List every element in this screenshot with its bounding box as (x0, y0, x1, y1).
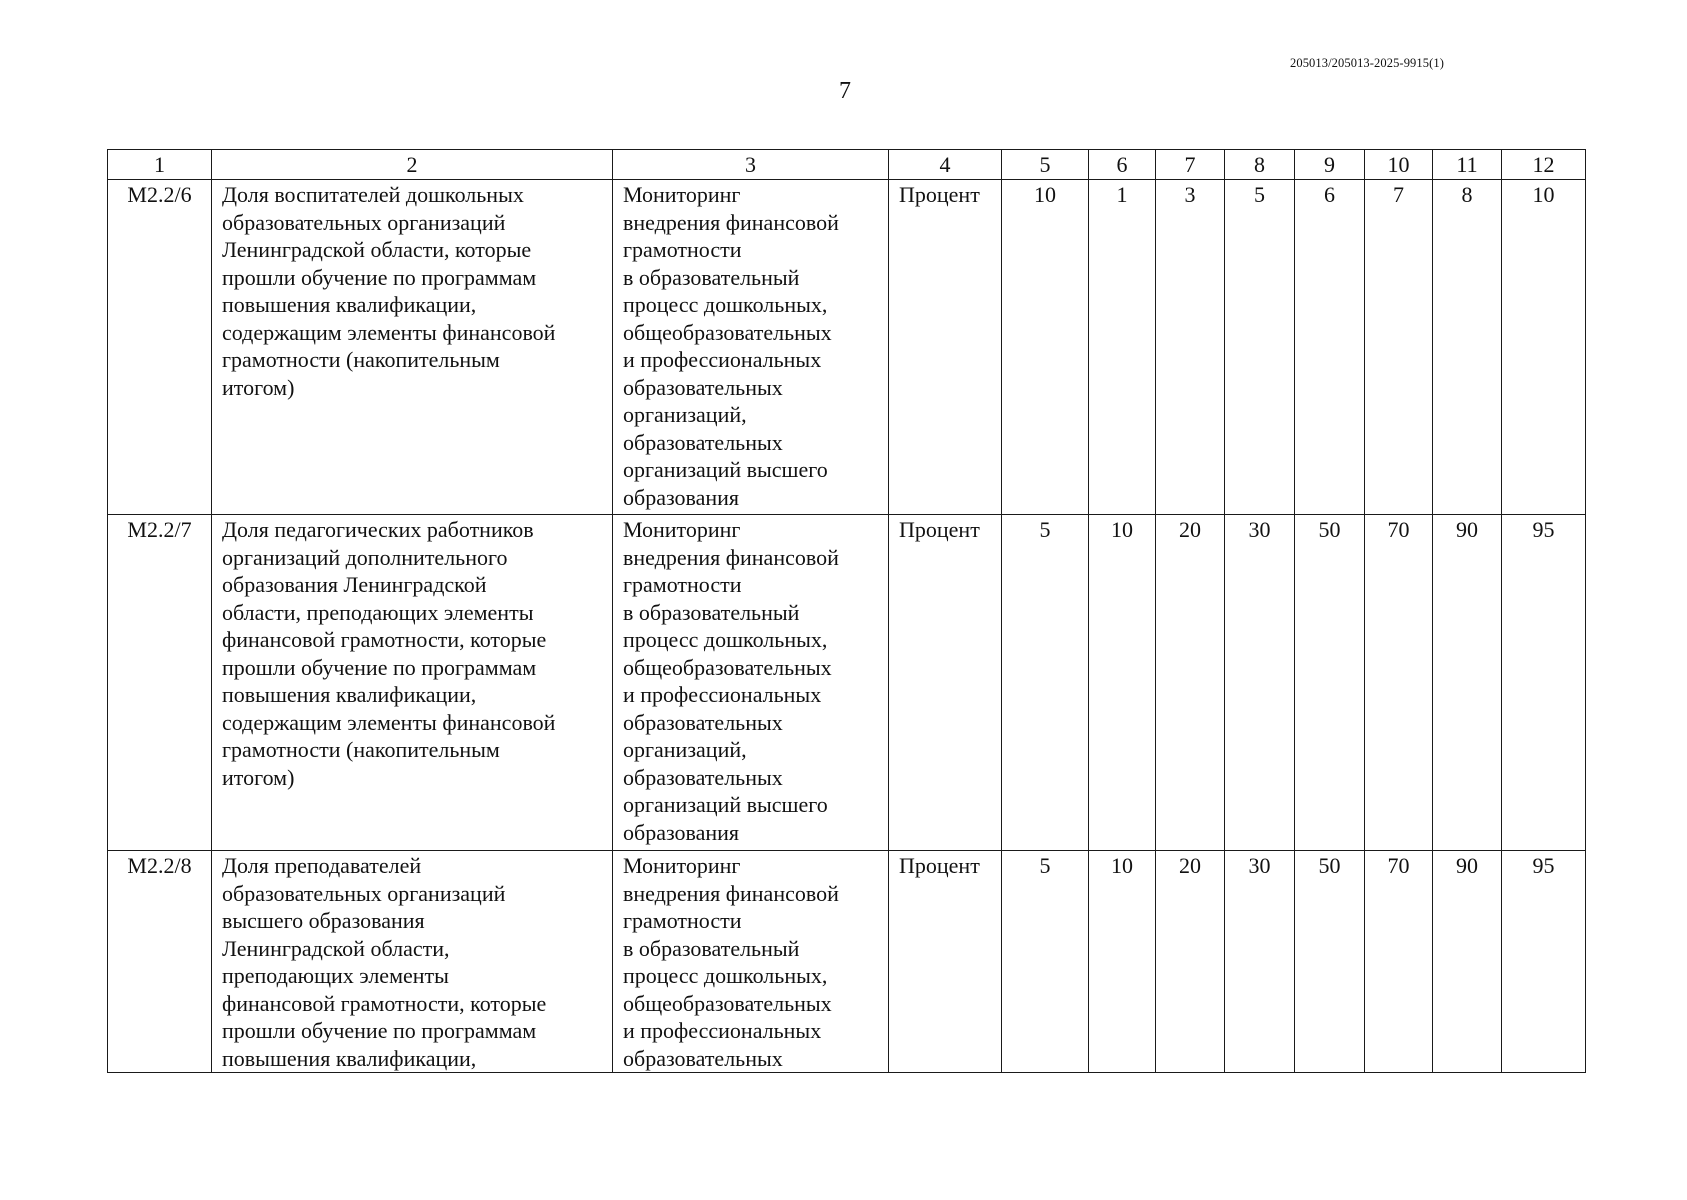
indicator-value: 10 (1002, 180, 1089, 515)
text-line: прошли обучение по программам (222, 1018, 537, 1043)
text-line: и профессиональных (623, 682, 822, 707)
table-header-row (108, 150, 1586, 180)
text-line: повышения квалификации, (222, 1045, 477, 1071)
text-line: грамотности (накопительным (222, 347, 500, 372)
text-line: итогом) (222, 764, 295, 790)
indicator-source (613, 180, 889, 515)
column-header: 7 (1156, 150, 1225, 180)
text-line: прошли обучение по программам (222, 654, 537, 680)
indicator-unit: Процент (889, 851, 1002, 1073)
text-line: образовательных (623, 764, 783, 790)
indicator-value: 10 (1089, 851, 1156, 1073)
text-line: образования (623, 819, 740, 845)
indicator-value: 20 (1156, 515, 1225, 851)
column-header: 8 (1225, 150, 1295, 180)
table-row (108, 515, 1586, 851)
text-line: Ленинградской области, которые (222, 237, 532, 262)
indicator-value: 90 (1433, 851, 1502, 1073)
text-line: области, преподающих элементы (222, 599, 534, 625)
indicator-code: М2.2/6 (108, 180, 212, 515)
text-line: грамотности (накопительным (222, 737, 500, 762)
indicator-value: 90 (1433, 515, 1502, 851)
text-line: Мониторинг (623, 182, 741, 207)
text-line: содержащим элементы финансовой (222, 709, 556, 735)
text-line: Мониторинг (623, 853, 741, 878)
column-header: 11 (1433, 150, 1502, 180)
column-header: 10 (1365, 150, 1433, 180)
column-header: 2 (212, 150, 613, 180)
text-line: повышения квалификации, (222, 292, 477, 317)
text-line: грамотности (623, 237, 742, 262)
text-line: образовательных (623, 1045, 783, 1071)
indicator-name (212, 180, 613, 515)
text-line: Ленинградской области, (222, 935, 450, 961)
text-line: образовательных (623, 374, 783, 400)
indicator-source (613, 851, 889, 1073)
text-line: Доля преподавателей (222, 853, 422, 878)
text-line: организаций высшего (623, 792, 828, 817)
text-line: внедрения финансовой (623, 544, 839, 570)
page-number: 7 (839, 78, 851, 104)
table-row (108, 180, 1586, 515)
text-line: общеобразовательных (623, 654, 832, 680)
indicator-code: М2.2/7 (108, 515, 212, 851)
indicator-name (212, 515, 613, 851)
indicator-value: 10 (1502, 180, 1586, 515)
text-line: грамотности (623, 908, 742, 933)
text-line: повышения квалификации, (222, 682, 477, 707)
text-line: Доля воспитателей дошкольных (222, 182, 524, 207)
indicator-value: 20 (1156, 851, 1225, 1073)
text-line: финансовой грамотности, которые (222, 627, 547, 652)
indicator-value: 8 (1433, 180, 1502, 515)
text-line: общеобразовательных (623, 990, 832, 1016)
indicator-value: 1 (1089, 180, 1156, 515)
text-line: образовательных (623, 429, 783, 455)
indicator-value: 5 (1002, 851, 1089, 1073)
text-line: в образовательный (623, 599, 800, 625)
document-id: 205013/205013-2025-9915(1) (1290, 56, 1444, 70)
column-header: 1 (108, 150, 212, 180)
text-line: образования (623, 484, 740, 510)
text-line: прошли обучение по программам (222, 264, 537, 290)
indicator-value: 30 (1225, 851, 1295, 1073)
indicator-value: 5 (1225, 180, 1295, 515)
text-line: преподающих элементы (222, 963, 449, 988)
text-line: в образовательный (623, 935, 800, 961)
text-line: образовательных организаций (222, 209, 506, 235)
indicator-value: 70 (1365, 515, 1433, 851)
text-line: Доля педагогических работников (222, 517, 534, 542)
text-line: высшего образования (222, 908, 425, 933)
text-line: внедрения финансовой (623, 880, 839, 906)
text-line: образовательных организаций (222, 880, 506, 906)
indicator-value: 5 (1002, 515, 1089, 851)
column-header: 5 (1002, 150, 1089, 180)
text-line: и профессиональных (623, 1018, 822, 1043)
text-line: содержащим элементы финансовой (222, 319, 556, 345)
indicator-value: 95 (1502, 515, 1586, 851)
column-header: 6 (1089, 150, 1156, 180)
indicators-table (107, 149, 1586, 1073)
text-line: внедрения финансовой (623, 209, 839, 235)
text-line: в образовательный (623, 264, 800, 290)
text-line: организаций, (623, 402, 747, 427)
text-line: организаций дополнительного (222, 544, 508, 570)
column-header: 12 (1502, 150, 1586, 180)
column-header: 4 (889, 150, 1002, 180)
text-line: процесс дошкольных, (623, 292, 828, 317)
text-line: образовательных (623, 709, 783, 735)
text-line: Мониторинг (623, 517, 741, 542)
indicator-source (613, 515, 889, 851)
column-header: 9 (1295, 150, 1365, 180)
text-line: финансовой грамотности, которые (222, 990, 547, 1016)
text-line: организаций высшего (623, 457, 828, 482)
indicator-unit: Процент (889, 515, 1002, 851)
indicator-name (212, 851, 613, 1073)
indicator-value: 70 (1365, 851, 1433, 1073)
text-line: и профессиональных (623, 347, 822, 372)
text-line: общеобразовательных (623, 319, 832, 345)
indicator-value: 50 (1295, 851, 1365, 1073)
indicator-value: 7 (1365, 180, 1433, 515)
indicator-value: 95 (1502, 851, 1586, 1073)
indicator-value: 10 (1089, 515, 1156, 851)
text-line: организаций, (623, 737, 747, 762)
indicator-value: 50 (1295, 515, 1365, 851)
indicator-value: 3 (1156, 180, 1225, 515)
text-line: итогом) (222, 374, 295, 400)
indicator-value: 30 (1225, 515, 1295, 851)
indicator-code: М2.2/8 (108, 851, 212, 1073)
text-line: образования Ленинградской (222, 572, 487, 597)
indicator-value: 6 (1295, 180, 1365, 515)
text-line: процесс дошкольных, (623, 627, 828, 652)
column-header: 3 (613, 150, 889, 180)
indicator-unit: Процент (889, 180, 1002, 515)
text-line: грамотности (623, 572, 742, 597)
table-row (108, 851, 1586, 1073)
text-line: процесс дошкольных, (623, 963, 828, 988)
